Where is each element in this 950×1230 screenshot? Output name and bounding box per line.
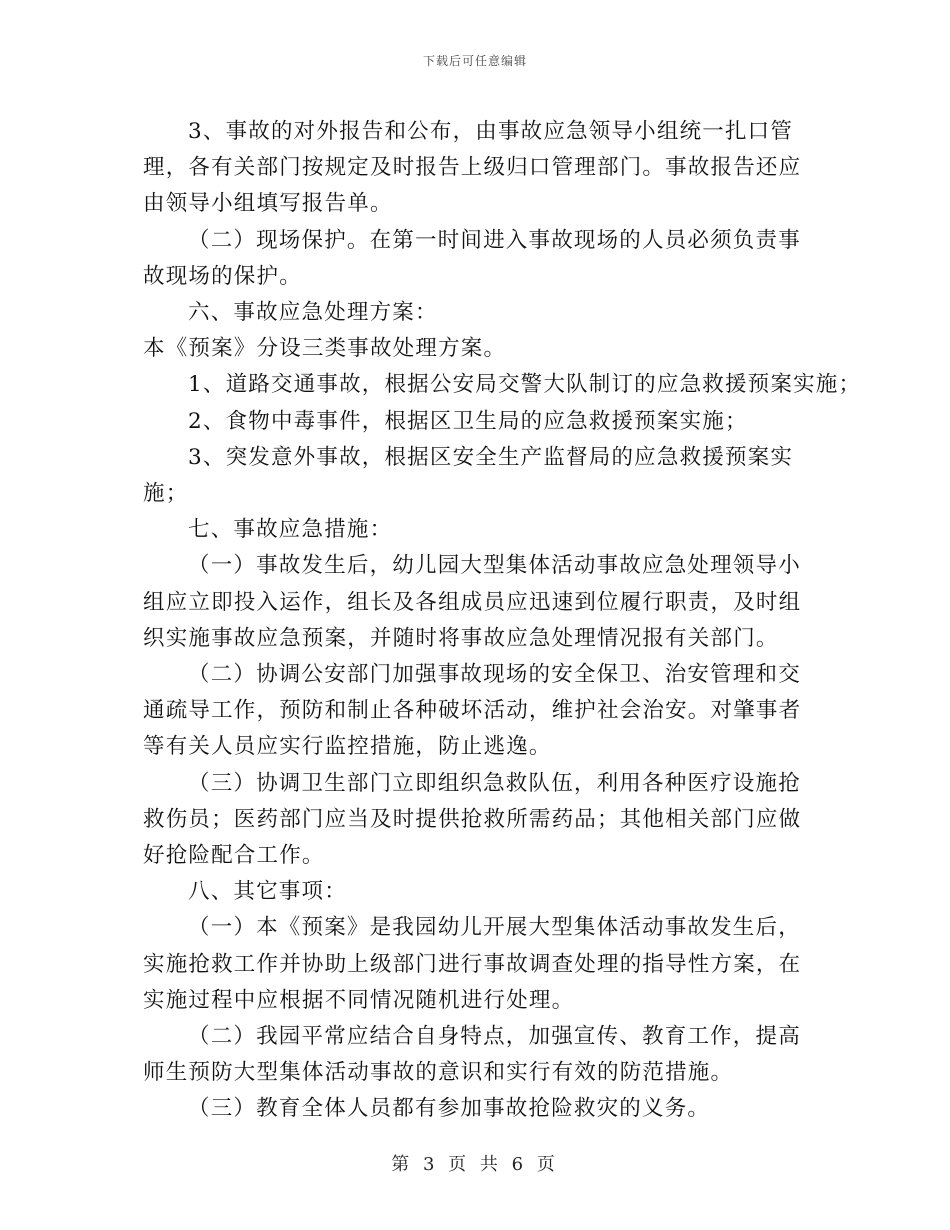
paragraph-measure-three: （三）协调卫生部门立即组织急救队伍，利用各种医疗设施抢救伤员；医药部门应当及时提供抢救所需药品；其他相关部门应做好抢险配合工作。 — [143, 770, 802, 869]
list-item-traffic-accident: 1、道路交通事故，根据公安局交警大队制订的应急救援预案实施； — [188, 372, 862, 398]
list-item-sudden-accident: 3、突发意外事故，根据区安全生产监督局的应急救援预案实施； — [143, 444, 794, 507]
list-item-food-poisoning: 2、食物中毒事件，根据区卫生局的应急救援预案实施； — [188, 408, 748, 434]
paragraph-plan-intro: 本《预案》分设三类事故处理方案。 — [143, 336, 507, 362]
heading-section-six: 六、事故应急处理方案： — [188, 300, 438, 326]
page-number-footer: 第 3 页 共 6 页 — [391, 1154, 559, 1175]
paragraph-measure-one: （一）事故发生后，幼儿园大型集体活动事故应急处理领导小组应立即投入运作，组长及各组成员应迅速到位履行职责，及时组织实施事故应急预案，并随时将事故应急处理情况报有关部门。 — [143, 553, 802, 651]
paragraph-other-two: （二）我园平常应结合自身特点，加强宣传、教育工作，提高师生预防大型集体活动事故的意识和实行有效的防范措施。 — [143, 1024, 801, 1086]
document-body — [143, 114, 862, 1128]
paragraph-other-one: （一）本《预案》是我园幼儿开展大型集体活动事故发生后，实施抢救工作并协助上级部门进行事故调查处理的指导性方案，在实施过程中应根据不同情况随机进行处理。 — [143, 915, 802, 1013]
paragraph-scene-protection: （二）现场保护。在第一时间进入事故现场的人员必须负责事故现场的保护。 — [143, 227, 801, 289]
heading-section-seven: 七、事故应急措施： — [188, 517, 393, 543]
heading-section-eight: 八、其它事项： — [188, 879, 347, 905]
page-header: 下载后可任意编辑 — [422, 54, 527, 68]
paragraph-other-three: （三）教育全体人员都有参加事故抢险救灾的义务。 — [188, 1096, 711, 1122]
paragraph-measure-two: （二）协调公安部门加强事故现场的安全保卫、治安管理和交通疏导工作，预防和制止各种破坏活动，维护社会治安。对肇事者等有关人员应实行监控措施，防止逃逸。 — [143, 662, 802, 760]
paragraph-report-publication: 3、事故的对外报告和公布，由事故应急领导小组统一扎口管理，各有关部门按规定及时报告上级归口管理部门。事故报告还应由领导小组填写报告单。 — [143, 119, 802, 217]
